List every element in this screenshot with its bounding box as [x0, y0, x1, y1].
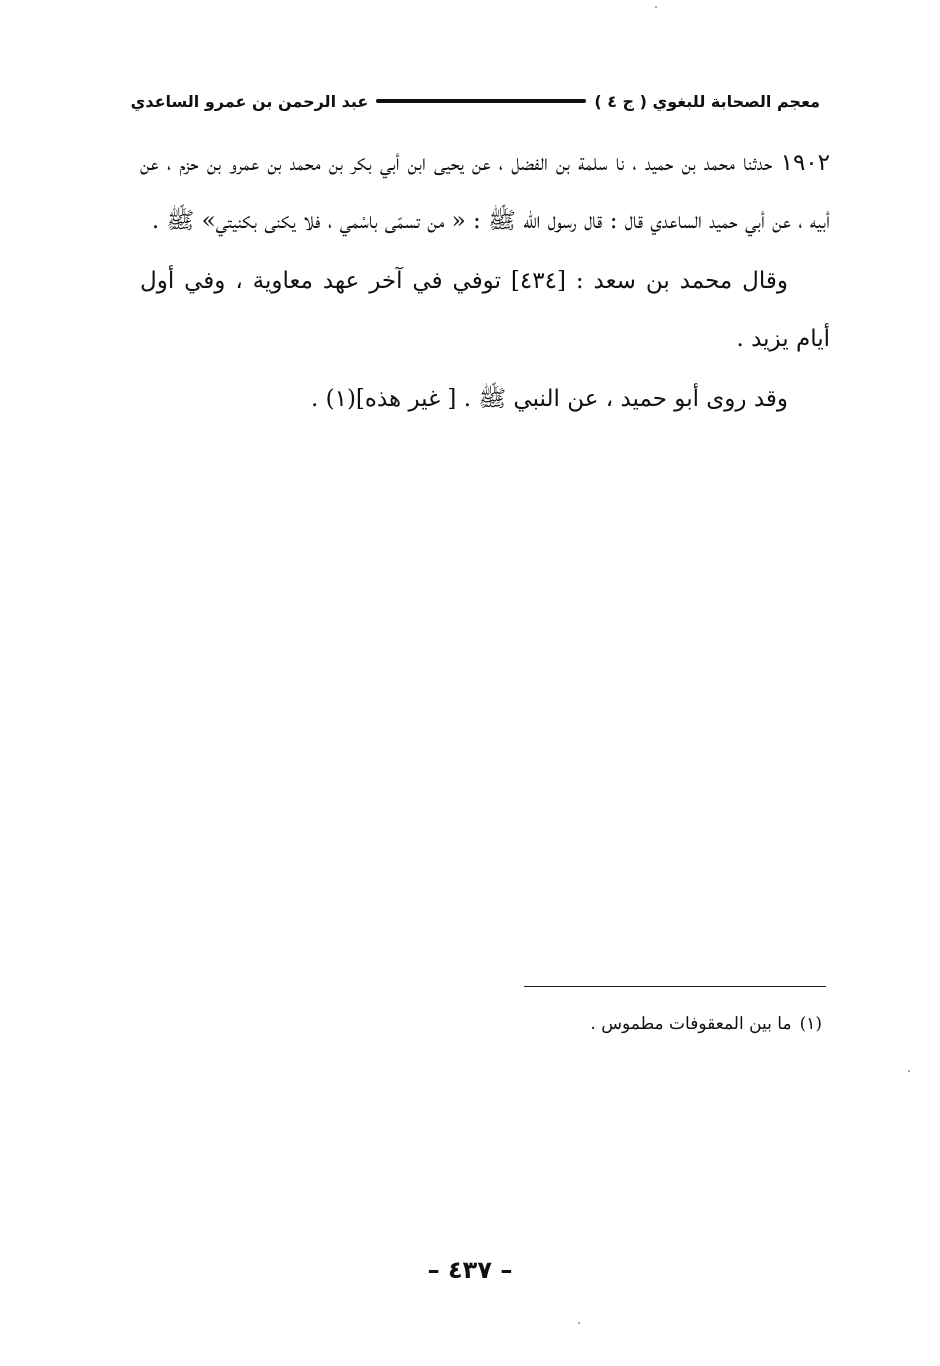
footnote-marker: (١): [799, 1014, 822, 1034]
hadith-number: ١٩٠٢: [780, 150, 831, 176]
scan-speck: [908, 1070, 910, 1072]
biography-paragraph: وقال محمد بن سعد : [٤٣٤] توفي في آخر عهد معاوية ، وفي أول أيام يزيد .: [140, 268, 830, 352]
hadith-paragraph: [140, 134, 830, 250]
main-text: [140, 134, 830, 428]
hadith-text: حدثنا محمد بن حميد ، نا سلمة بن الفضل ، عن يحيى ابن أبي بكر بن محمد بن عمرو بن حزم ، عن أبيه ، عن أبي حميد الساعدي قال : قال رسول الله ﷺ : « من تسمّى باسْمي ، فلا يكنى بكنيتي» ﷺ .: [140, 150, 830, 234]
narration-note-paragraph: وقد روى أبو حميد ، عن النبي ﷺ . [ غير هذه](١) .: [310, 386, 788, 412]
footnote-text: ما بين المعقوفات مطموس .: [590, 1014, 792, 1034]
footnote: [450, 1010, 822, 1038]
page-number: – ٤٣٧ –: [427, 1256, 513, 1284]
header-entry-title: عبد الرحمن بن عمرو الساعدي: [130, 91, 369, 111]
header-book-title: معجم الصحابة للبغوي ( ج ٤ ): [594, 91, 820, 111]
footnote-separator: [524, 986, 826, 987]
header-rule: [376, 99, 586, 103]
scan-speck: [655, 6, 657, 8]
scan-speck: [578, 1322, 580, 1324]
running-header: [130, 86, 820, 116]
